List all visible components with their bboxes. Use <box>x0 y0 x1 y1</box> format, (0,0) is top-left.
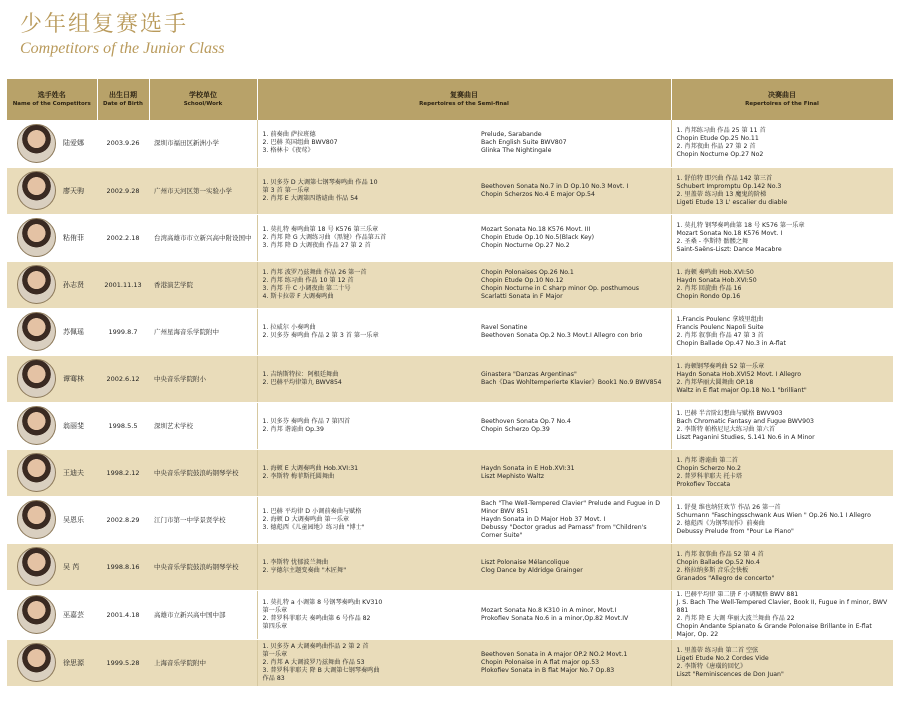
repertoire-line: 3. 肖邦 降 D 大调夜曲 作品 27 第 2 首 <box>262 241 371 249</box>
repertoire-line: Chopin Polonaises Op.26 No.1 <box>481 268 574 276</box>
repertoire-line: 1. 巴赫 半音阶幻想曲与赋格 BWV903 <box>676 409 783 417</box>
repertoire-line: Beethoven Sonata Op.7 No.4 <box>481 417 571 425</box>
repertoire-line: 1.Francis Poulenc 拿坡里组曲 <box>676 315 764 323</box>
repertoire-line: Chopin Polonaise in A flat major op.53 <box>481 658 600 666</box>
semifinal-repertoire-en <box>476 496 671 543</box>
repertoire-line: 1. 肖邦 谐谑曲 第二首 <box>676 456 738 464</box>
repertoire-line: Ligeti Etude 13 L' escalier du diable <box>676 198 788 206</box>
header-semi-en: Repertoires of the Semi-final <box>419 100 509 107</box>
table-row <box>7 639 893 686</box>
table-row <box>7 261 893 308</box>
repertoire-line: Glinka The Nightingale <box>481 147 552 155</box>
repertoire-line: Mozart Sonata No.8 K310 in A minor, Movt.I <box>481 606 617 614</box>
repertoire-line: 2. 肖邦华丽大圆舞曲 OP.18 <box>676 378 754 386</box>
header-semi <box>257 79 671 120</box>
repertoire-line: 2. 肖邦 E 大调第四谐谑曲 作品 54 <box>262 194 359 202</box>
repertoire-line: Liszt Mephisto Waltz <box>481 472 545 480</box>
school: 江门市第一中学景贤学校 <box>149 496 257 543</box>
header-dob-cn: 出生日期 <box>109 91 137 99</box>
repertoire-line: 2. 德彪西《为钢琴而作》前奏曲 <box>676 519 765 527</box>
competitor-name: 吴 芮 <box>61 543 97 590</box>
repertoire-line: Chopin Etude Op.10 No.12 <box>481 276 564 284</box>
date-of-birth: 1998.8.16 <box>97 543 149 590</box>
repertoire-line: Bach《Das Wohltemperierte Klavier》Book1 No.9 BWV854 <box>481 378 662 386</box>
photo-cell <box>7 355 61 402</box>
school: 上海音乐学院附中 <box>149 639 257 686</box>
photo-cell <box>7 639 61 686</box>
avatar <box>17 406 56 445</box>
repertoire-line: Waltz in E flat major Op.18 No.1 "brilliant" <box>676 386 807 394</box>
repertoire-line: 1. 巴赫 平均律 D 小调前奏曲与赋格 <box>262 507 362 515</box>
repertoire-line: Chopin Etude Op.25 No.11 <box>676 135 759 143</box>
repertoire-line: Debussy Prelude from "Pour Le Piano" <box>676 527 794 535</box>
school: 香港演艺学院 <box>149 261 257 308</box>
semifinal-repertoire-en <box>476 402 671 449</box>
repertoire-line: Chopin Etude Op.10 No.5(Black Key) <box>481 233 595 241</box>
repertoire-line: Chopin Ballade Op.47 No.3 in A-flat <box>676 339 786 347</box>
repertoire-line: Schumann "Faschingsschwank Aus Wien " Op.26 No.1 I Allegro <box>676 511 871 519</box>
semifinal-repertoire-en <box>476 639 671 686</box>
repertoire-line: Mozart Sonata No.18 K576 Movt. III <box>481 225 591 233</box>
date-of-birth: 2001.4.18 <box>97 590 149 639</box>
header-dob <box>97 79 149 120</box>
date-of-birth: 1998.5.5 <box>97 402 149 449</box>
repertoire-line: 作品 83 <box>262 674 285 682</box>
final-repertoire <box>671 167 893 214</box>
page-title: 少年组复赛选手 <box>20 12 189 37</box>
repertoire-line: 2. 里盖蒂 练习曲 13 魔鬼的阶梯 <box>676 190 767 198</box>
repertoire-line: Chopin Ballade Op.52 No.4 <box>676 558 760 566</box>
semifinal-repertoire-en <box>476 308 671 355</box>
repertoire-line: Liszt Paganini Studies, S.141 No.6 in A Minor <box>676 433 815 441</box>
repertoire-line: Beethoven Sonata Op.2 No.3 Movt.I Allegro con brio <box>481 331 643 339</box>
page-subtitle: Competitors of the Junior Class <box>20 40 225 57</box>
table-row <box>7 120 893 167</box>
header-school-en: School/Work <box>183 100 223 107</box>
competitor-name: 王迪夫 <box>61 449 97 496</box>
semifinal-repertoire-en <box>476 543 671 590</box>
repertoire-line: Saint-Saëns-Liszt: Dance Macabre <box>676 245 782 253</box>
repertoire-line: 2. 海顿 D 大调奏鸣曲 第一乐章 <box>262 515 350 523</box>
final-repertoire <box>671 355 893 402</box>
repertoire-line: 1. 肖邦练习曲 作品 25 第 11 首 <box>676 127 766 135</box>
photo-cell <box>7 543 61 590</box>
header-semi-cn: 复赛曲目 <box>450 91 478 99</box>
semifinal-repertoire-cn <box>257 261 476 308</box>
date-of-birth: 1998.2.12 <box>97 449 149 496</box>
competitor-name: 谭骞林 <box>61 355 97 402</box>
semifinal-repertoire-en <box>476 214 671 261</box>
repertoire-line: 1. 莫扎特 a 小调第 8 号钢琴奏鸣曲 KV310 <box>262 598 383 606</box>
repertoire-line: 1. 贝多芬 奏鸣曲 作品 7 第四首 <box>262 417 351 425</box>
final-repertoire <box>671 261 893 308</box>
semifinal-repertoire-cn <box>257 402 476 449</box>
competitor-name: 吴恩乐 <box>61 496 97 543</box>
repertoire-line: 3. 肖邦 升 C 小调夜曲 第二十号 <box>262 284 351 292</box>
semifinal-repertoire-cn <box>257 120 476 167</box>
repertoire-line: 2. 亨德尔主题变奏曲 "木匠舞" <box>262 566 347 574</box>
table-row <box>7 214 893 261</box>
semifinal-repertoire-en <box>476 167 671 214</box>
header-name-en: Name of the Competitors <box>12 100 91 107</box>
final-repertoire <box>671 590 893 639</box>
repertoire-line: Haydn Sonata Hob.XVI:50 <box>676 276 757 284</box>
competitors-table <box>7 79 894 687</box>
repertoire-line: 第一乐章 <box>262 650 288 658</box>
repertoire-line: Scarlatti Sonata in F Major <box>481 292 563 300</box>
repertoire-line: 2. 肖邦 降 G 大调练习曲（黑键）作品第五首 <box>262 233 387 241</box>
semifinal-repertoire-cn <box>257 308 476 355</box>
repertoire-line: 1. 贝多芬 A 大调奏鸣曲作品 2 第 2 首 <box>262 642 369 650</box>
repertoire-line: 1. 拉威尔 小奏鸣曲 <box>262 323 316 331</box>
repertoire-line: 1. 里盖蒂 练习曲 第二首 空弦 <box>676 646 759 654</box>
repertoire-line: 2. 肖邦 降 E 大调 华丽大波兰舞曲 作品 22 <box>676 614 795 622</box>
avatar <box>17 124 56 163</box>
avatar <box>17 312 56 351</box>
photo-cell <box>7 167 61 214</box>
repertoire-line: Prelude, Sarabande <box>481 131 542 139</box>
repertoire-line: 2. 肖邦 回旋曲 作品 16 <box>676 284 742 292</box>
repertoire-line: 2. 李斯特 帕格尼尼大练习曲 第六首 <box>676 425 775 433</box>
repertoire-line: 2. 巴赫平均律第九 BWV854 <box>262 378 342 386</box>
repertoire-line: 1. 肖邦 波罗乃兹舞曲 作品 26 第一首 <box>262 268 367 276</box>
semifinal-repertoire-cn <box>257 639 476 686</box>
semifinal-repertoire-cn <box>257 167 476 214</box>
school: 广州市天河区第一实验小学 <box>149 167 257 214</box>
repertoire-line: Haydn Sonata in D Major Hob 37 Movt. I <box>481 515 606 523</box>
repertoire-line: J. S. Bach The Well-Tempered Clavier, Book II, Fugue in f minor, BWV 881 <box>676 598 888 614</box>
semifinal-repertoire-cn <box>257 496 476 543</box>
repertoire-line: 2. 格拉纳多斯 音乐会快板 <box>676 566 749 574</box>
repertoire-line: 2. 普罗科菲耶夫 奏鸣曲第 6 号作品 82 <box>262 614 371 622</box>
semifinal-repertoire-cn <box>257 590 476 639</box>
date-of-birth: 2003.9.26 <box>97 120 149 167</box>
repertoire-line: Bach "The Well-Tempered Clavier" Prelude and Fugue in D Minor BWV 851 <box>481 499 661 515</box>
repertoire-line: Haydn Sonata in E Hob.XVI:31 <box>481 464 575 472</box>
photo-cell <box>7 590 61 639</box>
date-of-birth: 1999.8.7 <box>97 308 149 355</box>
table-row <box>7 402 893 449</box>
semifinal-repertoire-cn <box>257 449 476 496</box>
header-school <box>149 79 257 120</box>
repertoire-line: Clog Dance by Aldridge Grainger <box>481 566 583 574</box>
repertoire-line: 1. 贝多芬 D 大调第七钢琴奏鸣曲 作品 10 <box>262 178 378 186</box>
repertoire-line: 1. 海顿钢琴奏鸣曲 52 第一乐章 <box>676 362 765 370</box>
repertoire-line: 3. 德彪西《儿童园地》练习曲 "博士" <box>262 523 365 531</box>
repertoire-line: Chopin Scherzo No.2 <box>676 464 741 472</box>
table-row <box>7 308 893 355</box>
school: 中央音乐学院附小 <box>149 355 257 402</box>
school: 中央音乐学院鼓浪屿钢琴学校 <box>149 449 257 496</box>
repertoire-line: 2. 肖邦 A 大调波罗乃兹舞曲 作品 53 <box>262 658 365 666</box>
repertoire-line: Ravel Sonatine <box>481 323 528 331</box>
photo-cell <box>7 449 61 496</box>
competitor-name: 陆爱娜 <box>61 120 97 167</box>
avatar <box>17 643 56 682</box>
avatar <box>17 359 56 398</box>
date-of-birth: 1999.5.28 <box>97 639 149 686</box>
date-of-birth: 2002.6.12 <box>97 355 149 402</box>
photo-cell <box>7 120 61 167</box>
repertoire-line: Bach Chromatic Fantasy and Fugue BWV903 <box>676 417 814 425</box>
semifinal-repertoire-en <box>476 120 671 167</box>
school: 深圳艺术学校 <box>149 402 257 449</box>
repertoire-line: 1. 海顿 奏鸣曲 Hob.XVI:50 <box>676 268 754 276</box>
avatar <box>17 171 56 210</box>
header-dob-en: Date of Birth <box>103 100 143 107</box>
repertoire-line: 第 3 首 第一乐章 <box>262 186 310 194</box>
repertoire-line: 1. 舒伯特 即兴曲 作品 142 第三首 <box>676 174 773 182</box>
competitor-name: 粘侑菲 <box>61 214 97 261</box>
table-header-row <box>7 79 893 120</box>
competitor-name: 翁丽斐 <box>61 402 97 449</box>
semifinal-repertoire-cn <box>257 355 476 402</box>
table-row <box>7 496 893 543</box>
repertoire-line: 2. 贝多芬 奏鸣曲 作品 2 第 3 首 第一乐章 <box>262 331 379 339</box>
date-of-birth: 2001.11.13 <box>97 261 149 308</box>
header-school-cn: 学校单位 <box>189 91 217 99</box>
repertoire-line: Francis Poulenc Napoli Suite <box>676 323 764 331</box>
semifinal-repertoire-en <box>476 590 671 639</box>
repertoire-line: 2. 圣桑 - 李斯特 骷髅之舞 <box>676 237 749 245</box>
repertoire-line: 1. 莫扎特 奏鸣曲第 18 号 K576 第三乐章 <box>262 225 379 233</box>
semifinal-repertoire-en <box>476 261 671 308</box>
repertoire-line: Ligeti Etude No.2 Cordes Vide <box>676 654 769 662</box>
header-final <box>671 79 893 120</box>
competitor-name: 苏佩瑶 <box>61 308 97 355</box>
date-of-birth: 2002.2.18 <box>97 214 149 261</box>
repertoire-line: 1. 吉纳斯特拉：阿根廷舞曲 <box>262 370 339 378</box>
repertoire-line: Liszt Polonaise Mélancolique <box>481 558 570 566</box>
repertoire-line: Ginastera "Danzas Argentinas" <box>481 370 577 378</box>
repertoire-line: 2. 肖邦 叙事曲 作品 47 第 3 首 <box>676 331 764 339</box>
final-repertoire <box>671 308 893 355</box>
repertoire-line: 3. 普罗科菲耶夫 降 B 大调第七钢琴奏鸣曲 <box>262 666 380 674</box>
semifinal-repertoire-en <box>476 449 671 496</box>
school: 高雄市立新兴高中国中部 <box>149 590 257 639</box>
competitor-name: 徐思源 <box>61 639 97 686</box>
repertoire-line: Beethoven Sonata in A major OP.2 NO.2 Movt.1 <box>481 650 628 658</box>
school: 广州星海音乐学院附中 <box>149 308 257 355</box>
repertoire-line: Mozart Sonata No.18 K576 Movt. I <box>676 229 783 237</box>
repertoire-line: Schubert Impromptu Op.142 No.3 <box>676 182 782 190</box>
repertoire-line: Chopin Andante Spianato & Grande Polonaise Brillante in E-flat Major, Op. 22 <box>676 622 872 638</box>
table-body <box>7 120 893 686</box>
avatar <box>17 218 56 257</box>
competitor-name: 孙志贤 <box>61 261 97 308</box>
repertoire-line: Beethoven Sonata No.7 in D Op.10 No.3 Movt. I <box>481 182 629 190</box>
school: 深圳市福田区新洲小学 <box>149 120 257 167</box>
repertoire-line: 1. 前奏曲 萨拉班德 <box>262 131 316 139</box>
final-repertoire <box>671 120 893 167</box>
repertoire-line: 1. 海顿 E 大调奏鸣曲 Hob.XVI:31 <box>262 464 359 472</box>
repertoire-line: Chopin Nocturne Op.27 No2 <box>676 151 764 159</box>
semifinal-repertoire-en <box>476 355 671 402</box>
photo-cell <box>7 261 61 308</box>
table-row <box>7 355 893 402</box>
repertoire-line: 2. 肖邦夜曲 作品 27 第 2 首 <box>676 143 756 151</box>
final-repertoire <box>671 214 893 261</box>
photo-cell <box>7 214 61 261</box>
date-of-birth: 2002.9.28 <box>97 167 149 214</box>
avatar <box>17 547 56 586</box>
repertoire-line: Haydn Sonata Hob.XVI52 Movt. I Allegro <box>676 370 802 378</box>
repertoire-line: Chopin Nocturne Op.27 No.2 <box>481 241 570 249</box>
repertoire-line: Granados "Allegro de concerto" <box>676 574 775 582</box>
final-repertoire <box>671 543 893 590</box>
table-row <box>7 590 893 639</box>
repertoire-line: 第一乐章 <box>262 606 288 614</box>
avatar <box>17 265 56 304</box>
repertoire-line: Prokofiev Sonata No.6 in a minor,Op.82 Movt.IV <box>481 614 629 622</box>
repertoire-line: Chopin Rondo Op.16 <box>676 292 741 300</box>
repertoire-line: 1. 李斯特 忧郁波兰舞曲 <box>262 558 329 566</box>
table-row <box>7 167 893 214</box>
photo-cell <box>7 496 61 543</box>
semifinal-repertoire-cn <box>257 543 476 590</box>
header-name-cn: 选手姓名 <box>37 91 66 99</box>
header-final-cn: 决赛曲目 <box>768 91 797 99</box>
header-final-en: Repertoires of the Final <box>745 100 819 107</box>
repertoire-line: Debussy "Doctor gradus ad Parnass" from "Children's Corner Suite" <box>481 523 647 539</box>
table-row <box>7 543 893 590</box>
repertoire-line: 4. 斯卡拉蒂 F 大调奏鸣曲 <box>262 292 334 300</box>
repertoire-line: 2. 李斯特 梅菲斯托圆舞曲 <box>262 472 335 480</box>
table-row <box>7 449 893 496</box>
avatar <box>17 500 56 539</box>
repertoire-line: 1. 莫扎特 钢琴奏鸣曲第 18 号 K576 第一乐章 <box>676 221 805 229</box>
avatar <box>17 595 56 634</box>
final-repertoire <box>671 496 893 543</box>
avatar <box>17 453 56 492</box>
repertoire-line: Liszt "Reminiscences de Don Juan" <box>676 670 784 678</box>
final-repertoire <box>671 402 893 449</box>
repertoire-line: 1. 巴赫平均律 第二册 F 小调赋格 BWV 881 <box>676 590 799 598</box>
final-repertoire <box>671 639 893 686</box>
repertoire-line: Plokofiev Sonata in B flat Major No.7 Op.83 <box>481 666 615 674</box>
header-name <box>7 79 97 120</box>
repertoire-line: Chopin Scherzos No.4 E major Op.54 <box>481 190 595 198</box>
repertoire-line: Chopin Scherzo Op.39 <box>481 425 550 433</box>
photo-cell <box>7 402 61 449</box>
semifinal-repertoire-cn <box>257 214 476 261</box>
school: 中央音乐学院鼓浪屿钢琴学校 <box>149 543 257 590</box>
competitor-name: 巫嘉芸 <box>61 590 97 639</box>
repertoire-line: 第四乐章 <box>262 622 288 630</box>
repertoire-line: Prokofiev Toccata <box>676 480 731 488</box>
repertoire-line: 2. 肖邦 谐谑曲 Op.39 <box>262 425 324 433</box>
school: 台湾高雄市市立新兴高中附设国中 <box>149 214 257 261</box>
photo-cell <box>7 308 61 355</box>
repertoire-line: Bach English Suite BWV807 <box>481 139 567 147</box>
competitor-name: 廖天驹 <box>61 167 97 214</box>
repertoire-line: 1. 肖邦 叙事曲 作品 52 第 4 首 <box>676 550 764 558</box>
repertoire-line: Chopin Nocturne in C sharp minor Op. posthumous <box>481 284 639 292</box>
repertoire-line: 2. 肖邦 练习曲 作品 10 第 12 首 <box>262 276 354 284</box>
repertoire-line: 2. 普罗科菲耶夫 托卡塔 <box>676 472 743 480</box>
repertoire-line: 2. 李斯特《唐璜的回忆》 <box>676 662 747 670</box>
final-repertoire <box>671 449 893 496</box>
repertoire-line: 2. 巴赫 英国组曲 BWV807 <box>262 139 338 147</box>
repertoire-line: 3. 格林卡《夜莺》 <box>262 147 314 155</box>
repertoire-line: 1. 舒曼 维也纳狂欢节 作品 26 第一首 <box>676 503 781 511</box>
date-of-birth: 2002.8.29 <box>97 496 149 543</box>
